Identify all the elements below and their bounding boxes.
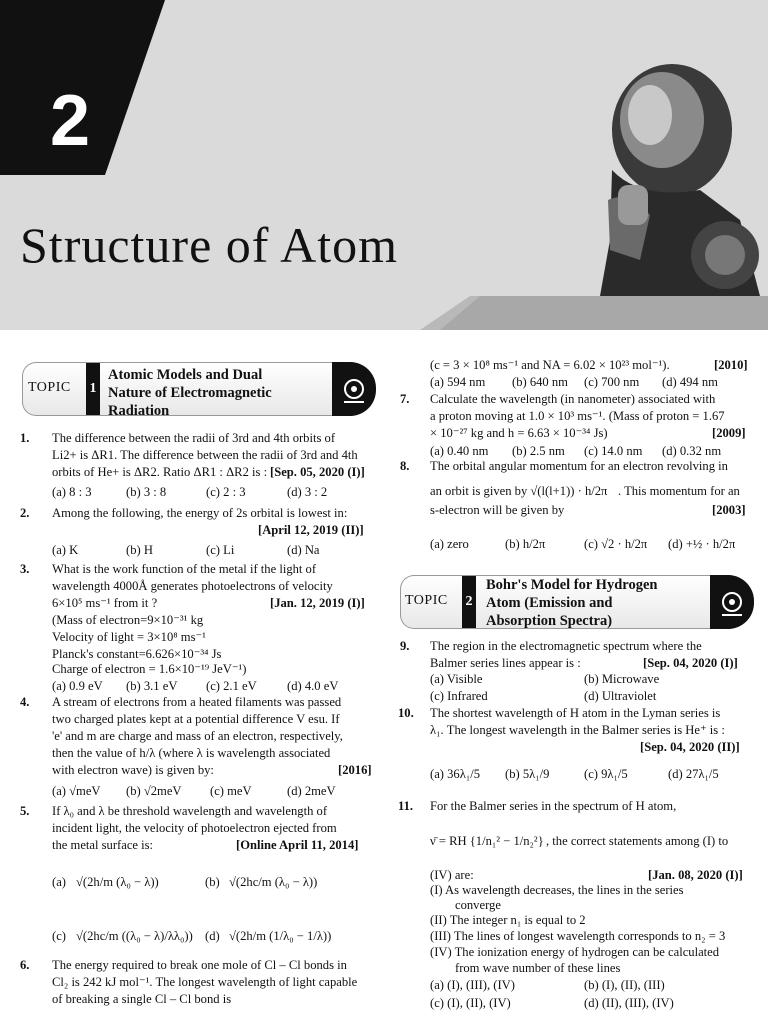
topic-1-title-1: Atomic Models and Dual bbox=[108, 367, 263, 383]
q9-option-a: (a) Visible bbox=[430, 672, 483, 686]
q4-line-5: with electron wave) is given by: bbox=[52, 763, 214, 777]
topic-2-title-2: Atom (Emission and bbox=[486, 595, 613, 611]
q9-number: 9. bbox=[400, 639, 410, 653]
robot-thinker-image bbox=[600, 64, 760, 296]
q7-line-2: a proton moving at 1.0 × 10³ ms⁻¹. (Mass of proton = 1.67 bbox=[430, 409, 725, 423]
q11-line-2: , the correct statements among (I) to bbox=[546, 834, 729, 848]
q5-number: 5. bbox=[20, 804, 30, 818]
q9-source: [Sep. 04, 2020 (I)] bbox=[643, 656, 738, 670]
q5-option-d: (d) bbox=[205, 929, 220, 943]
q8-option-d: (d) +½ · h/2π bbox=[668, 537, 736, 551]
q3-option-a: (a) 0.9 eV bbox=[52, 679, 103, 693]
q4-line-1: A stream of electrons from a heated filaments was passed bbox=[52, 695, 342, 709]
q7-line-1: Calculate the wavelength (in nanometer) associated with bbox=[430, 392, 716, 406]
q3-line-4: (Mass of electron=9×10⁻³¹ kg bbox=[52, 613, 204, 627]
q11-line-1: For the Balmer series in the spectrum of H atom, bbox=[430, 799, 677, 813]
q6-option-a: (a) 594 nm bbox=[430, 375, 486, 389]
q11-option-a: (a) (I), (III), (IV) bbox=[430, 978, 515, 992]
q7-option-a: (a) 0.40 nm bbox=[430, 444, 489, 458]
q4-option-d: (d) 2meV bbox=[287, 784, 336, 798]
q2-option-c: (c) Li bbox=[206, 543, 235, 557]
q3-option-d: (d) 4.0 eV bbox=[287, 679, 339, 693]
q10-line-2: λ₁. The longest wavelength in the Balmer series is He⁺ is : bbox=[430, 723, 725, 737]
q1-source: [Sep. 05, 2020 (I)] bbox=[270, 465, 365, 479]
q9-line-2: Balmer series lines appear is : bbox=[430, 656, 581, 670]
q11-option-d: (d) (II), (III), (IV) bbox=[584, 996, 674, 1010]
chapter-number: 2 bbox=[50, 81, 91, 161]
q2-option-b: (b) H bbox=[126, 543, 153, 557]
q5-expr-b: √(2hc/m (λ₀ − λ)) bbox=[229, 875, 318, 889]
topic-1-title-3: Radiation bbox=[108, 403, 170, 419]
topic-1-atom-badge bbox=[332, 362, 376, 416]
q4-option-c: (c) meV bbox=[210, 784, 252, 798]
q10-option-d: (d) 27λ₁/5 bbox=[668, 767, 719, 781]
q1-option-a: (a) 8 : 3 bbox=[52, 485, 92, 499]
q11-statement-2: (II) The integer n₁ is equal to 2 bbox=[430, 913, 586, 927]
q8-line-2a: an orbit is given by √(l(l+1)) · h/2π bbox=[430, 484, 608, 498]
q6-number: 6. bbox=[20, 958, 30, 972]
q1-line-1: The difference between the radii of 3rd and 4th orbits of bbox=[52, 431, 336, 445]
q1-option-b: (b) 3 : 8 bbox=[126, 485, 167, 499]
q11-number: 11. bbox=[398, 799, 414, 813]
q3-line-2: wavelength 4000Å generates photoelectrons of velocity bbox=[52, 579, 333, 593]
topic-2-number: 2 bbox=[462, 576, 476, 628]
topic-1-number: 1 bbox=[86, 363, 100, 415]
q6-option-c: (c) 700 nm bbox=[584, 375, 640, 389]
q8-number: 8. bbox=[400, 459, 410, 473]
q3-line-7: Charge of electron = 1.6×10⁻¹⁹ JeV⁻¹) bbox=[52, 662, 247, 676]
q11-statement-4b: from wave number of these lines bbox=[455, 961, 621, 975]
q3-option-c: (c) 2.1 eV bbox=[206, 679, 257, 693]
q8-option-a: (a) zero bbox=[430, 537, 469, 551]
q10-option-b: (b) 5λ₁/9 bbox=[505, 767, 550, 781]
q4-option-b: (b) √2meV bbox=[126, 784, 182, 798]
q3-option-b: (b) 3.1 eV bbox=[126, 679, 178, 693]
q11-statement-1b: converge bbox=[455, 898, 501, 912]
q8-line-2b: . This momentum for an bbox=[618, 484, 740, 498]
q3-source: [Jan. 12, 2019 (I)] bbox=[270, 596, 365, 610]
q2-line-1: Among the following, the energy of 2s orbital is lowest in: bbox=[52, 506, 348, 520]
q2-option-a: (a) K bbox=[52, 543, 79, 557]
q6-option-d: (d) 494 nm bbox=[662, 375, 718, 389]
q4-line-4: then the value of h/λ (where λ is wavelength associated bbox=[52, 746, 331, 760]
q11-statement-4: (IV) The ionization energy of hydrogen can be calculated bbox=[430, 945, 720, 959]
q5-source: [Online April 11, 2014] bbox=[236, 838, 359, 852]
atom-icon bbox=[332, 362, 376, 416]
q2-number: 2. bbox=[20, 506, 30, 520]
q10-line-1: The shortest wavelength of H atom in the Lyman series is bbox=[430, 706, 721, 720]
q11-formula: ν̄ = RH {1/n₁² − 1/n₂²} bbox=[430, 834, 544, 848]
q5-line-3: the metal surface is: bbox=[52, 838, 154, 852]
q9-option-c: (c) Infrared bbox=[430, 689, 488, 703]
q5-line-1: If λ₀ and λ be threshold wavelength and wavelength of bbox=[52, 804, 328, 818]
q1-line-3: orbits of He+ is ΔR2. Ratio ΔR1 : ΔR2 is : bbox=[52, 465, 268, 479]
q7-number: 7. bbox=[400, 392, 410, 406]
q11-source: [Jan. 08, 2020 (I)] bbox=[648, 868, 743, 882]
q3-number: 3. bbox=[20, 562, 30, 576]
q10-source: [Sep. 04, 2020 (II)] bbox=[640, 740, 740, 754]
q8-source: [2003] bbox=[712, 503, 746, 517]
topic-1-title-2: Nature of Electromagnetic bbox=[108, 385, 272, 401]
q1-option-c: (c) 2 : 3 bbox=[206, 485, 246, 499]
q6-line-3: of breaking a single Cl – Cl bond is bbox=[52, 992, 232, 1006]
topic-2-title-3: Absorption Spectra) bbox=[486, 613, 613, 629]
q7-option-d: (d) 0.32 nm bbox=[662, 444, 722, 458]
q4-number: 4. bbox=[20, 695, 30, 709]
topic-1-label: TOPIC bbox=[28, 380, 71, 395]
q11-option-c: (c) (I), (II), (IV) bbox=[430, 996, 511, 1010]
q3-line-1: What is the work function of the metal if the light of bbox=[52, 562, 317, 576]
q4-line-2: two charged plates kept at a potential difference V esu. If bbox=[52, 712, 340, 726]
q3-line-5: Velocity of light = 3×10⁸ ms⁻¹ bbox=[52, 630, 206, 644]
q11-option-b: (b) (I), (II), (III) bbox=[584, 978, 665, 992]
q4-source: [2016] bbox=[338, 763, 372, 777]
q6-continued-constants: (c = 3 × 10⁸ ms⁻¹ and NA = 6.02 × 10²³ mol⁻¹). bbox=[430, 358, 670, 372]
q6-line-1: The energy required to break one mole of Cl – Cl bonds in bbox=[52, 958, 347, 972]
q1-line-2: Li2+ is ΔR1. The difference between the radii of 3rd and 4th bbox=[52, 448, 358, 462]
q7-option-b: (b) 2.5 nm bbox=[512, 444, 565, 458]
topic-2-label: TOPIC bbox=[405, 593, 448, 608]
q2-source: [April 12, 2019 (II)] bbox=[258, 523, 364, 537]
q8-option-c: (c) √2 · h/2π bbox=[584, 537, 648, 551]
q7-option-c: (c) 14.0 nm bbox=[584, 444, 643, 458]
q6-option-b: (b) 640 nm bbox=[512, 375, 568, 389]
q5-expr-d: √(2h/m (1/λ₀ − 1/λ)) bbox=[229, 929, 332, 943]
q7-line-3: × 10⁻²⁷ kg and h = 6.63 × 10⁻³⁴ Js) bbox=[430, 426, 608, 440]
header-graphic bbox=[0, 0, 768, 330]
q2-option-d: (d) Na bbox=[287, 543, 320, 557]
q11-statement-1: (I) As wavelength decreases, the lines in the series bbox=[430, 883, 684, 897]
q8-option-b: (b) h/2π bbox=[505, 537, 546, 551]
q10-number: 10. bbox=[398, 706, 414, 720]
q4-line-3: 'e' and m are charge and mass of an electron, respectively, bbox=[52, 729, 343, 743]
q7-source: [2009] bbox=[712, 426, 746, 440]
q5-expr-a: √(2h/m (λ₀ − λ)) bbox=[76, 875, 159, 889]
q10-option-a: (a) 36λ₁/5 bbox=[430, 767, 481, 781]
topic-2-title-1: Bohr's Model for Hydrogen bbox=[486, 577, 658, 593]
q3-line-6: Planck's constant=6.626×10⁻³⁴ Js bbox=[52, 647, 222, 661]
q9-line-1: The region in the electromagnetic spectrum where the bbox=[430, 639, 702, 653]
q11-statement-3: (III) The lines of longest wavelength corresponds to n₂ = 3 bbox=[430, 929, 726, 943]
atom-icon bbox=[710, 575, 754, 629]
q3-line-3: 6×10⁵ ms⁻¹ from it ? bbox=[52, 596, 158, 610]
q5-option-b: (b) bbox=[205, 875, 220, 889]
q5-option-a: (a) bbox=[52, 875, 66, 889]
q6-line-2: Cl₂ is 242 kJ mol⁻¹. The longest wavelength of light capable bbox=[52, 975, 358, 989]
q8-line-3: s-electron will be given by bbox=[430, 503, 565, 517]
q4-option-a: (a) √meV bbox=[52, 784, 101, 798]
q6-source: [2010] bbox=[714, 358, 748, 372]
q5-expr-c: √(2hc/m ((λ₀ − λ)/λλ₀)) bbox=[76, 929, 193, 943]
q1-number: 1. bbox=[20, 431, 30, 445]
q9-option-b: (b) Microwave bbox=[584, 672, 660, 686]
q8-line-1: The orbital angular momentum for an electron revolving in bbox=[430, 459, 728, 473]
q9-option-d: (d) Ultraviolet bbox=[584, 689, 657, 703]
q1-option-d: (d) 3 : 2 bbox=[287, 485, 328, 499]
q11-line-3: (IV) are: bbox=[430, 868, 474, 882]
q5-option-c: (c) bbox=[52, 929, 66, 943]
q10-option-c: (c) 9λ₁/5 bbox=[584, 767, 628, 781]
q5-line-2: incident light, the velocity of photoelectron ejected from bbox=[52, 821, 337, 835]
topic-2-atom-badge bbox=[710, 575, 754, 629]
chapter-header bbox=[0, 0, 768, 330]
chapter-title: Structure of Atom bbox=[20, 217, 399, 273]
